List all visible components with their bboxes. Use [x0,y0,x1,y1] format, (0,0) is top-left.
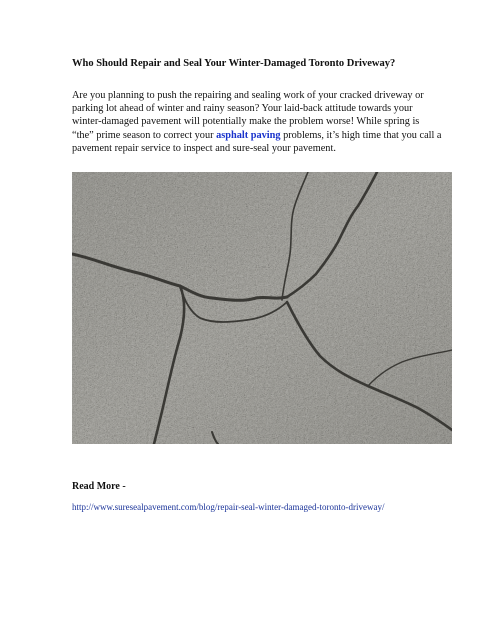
read-more-label: Read More - [72,481,126,492]
cracked-pavement-photo [72,172,452,444]
paragraph-text-end: problems, it’s high time that you call a pavement repair service to inspect and sure-seal your pavement. [72,129,442,154]
read-more-url-link[interactable]: http://www.suresealpavement.com/blog/repair-seal-winter-damaged-toronto-driveway/ [72,502,385,512]
asphalt-paving-link[interactable]: asphalt paving [216,129,281,141]
article-title: Who Should Repair and Seal Your Winter-Damaged Toronto Driveway? [72,58,396,69]
article-paragraph [72,89,442,155]
cracked-asphalt-image [72,172,452,444]
paragraph-text-start: Are you planning to push the repairing and sealing work of your cracked driveway or parking lot ahead of winter and rainy season? Your laid-back attitude towards your winter-damaged pavement will potentially make the problem worse! While spring is “the” prime season to correct your [72,90,424,141]
